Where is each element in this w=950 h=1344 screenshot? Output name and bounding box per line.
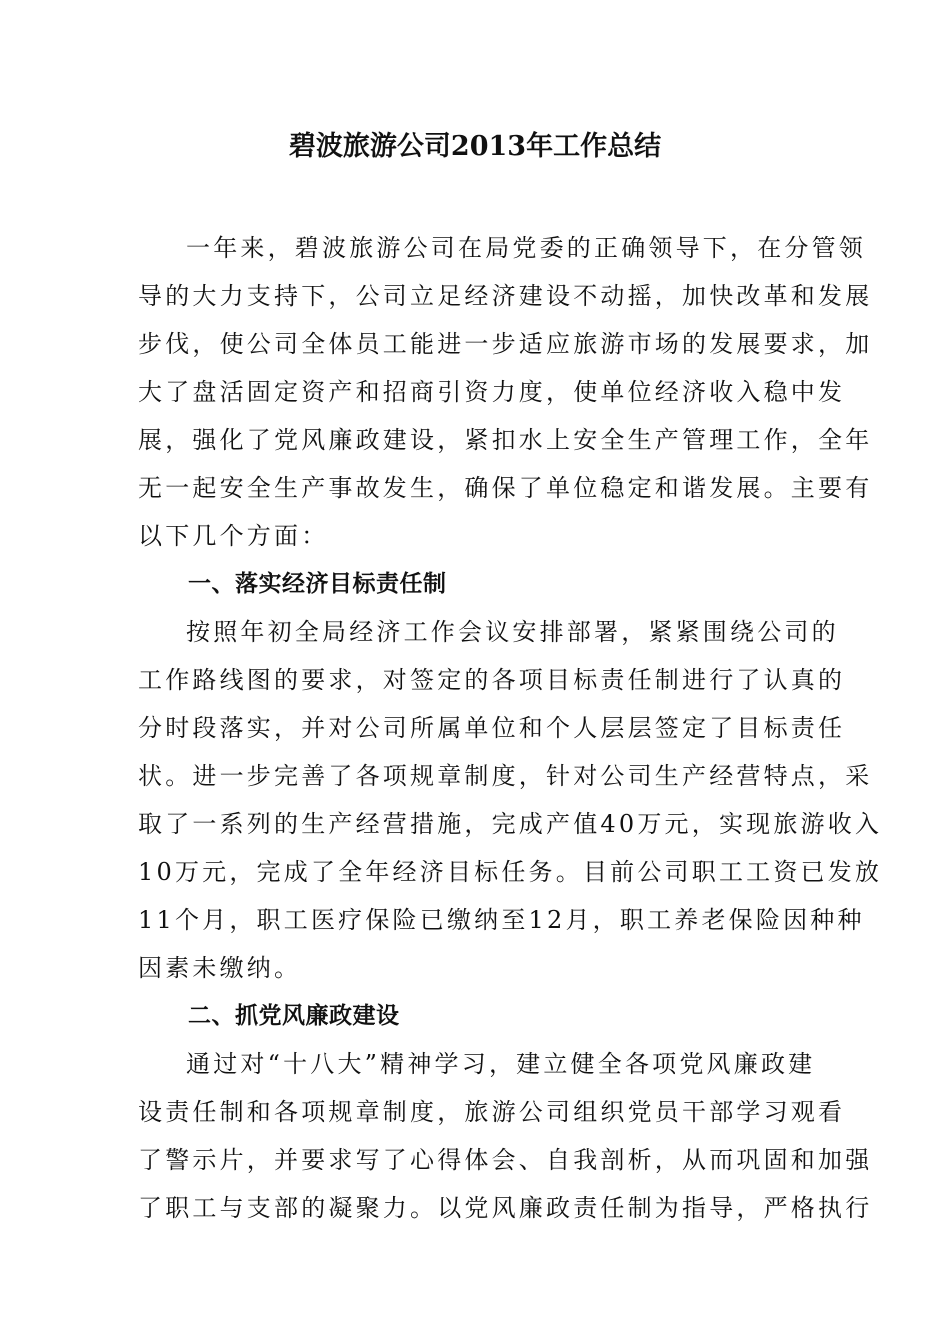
- paragraph-line: 分时段落实，并对公司所属单位和个人层层签定了目标责任: [138, 714, 846, 742]
- paragraph-line: 工作路线图的要求，对签定的各项目标责任制进行了认真的: [138, 666, 846, 694]
- paragraph-line: 10万元，完成了全年经济目标任务。目前公司职工工资已发放: [138, 858, 883, 886]
- paragraph-line: 以下几个方面：: [138, 522, 329, 550]
- paragraph-line: 11个月，职工医疗保险已缴纳至12月，职工养老保险因种种: [138, 906, 865, 934]
- document-body: [138, 224, 883, 1232]
- paragraph-line: 导的大力支持下，公司立足经济建设不动摇，加快改革和发展: [138, 282, 873, 310]
- section-heading: 二、抓党风廉政建设: [188, 1003, 400, 1029]
- paragraph-line: 按照年初全局经济工作会议安排部署，紧紧围绕公司的: [186, 618, 839, 646]
- paragraph-line: 了警示片，并要求写了心得体会、自我剖析，从而巩固和加强: [138, 1146, 873, 1174]
- paragraph-line: 因素未缴纳。: [138, 954, 302, 982]
- paragraph-line: 展，强化了党风廉政建设，紧扣水上安全生产管理工作，全年: [138, 426, 873, 454]
- paragraph-line: 设责任制和各项规章制度，旅游公司组织党员干部学习观看: [138, 1098, 846, 1126]
- paragraph-line: 步伐，使公司全体员工能进一步适应旅游市场的发展要求，加: [138, 330, 873, 358]
- paragraph-line: 状。进一步完善了各项规章制度，针对公司生产经营特点，采: [138, 762, 873, 790]
- paragraph-line: 了职工与支部的凝聚力。以党风廉政责任制为指导，严格执行: [138, 1194, 873, 1222]
- document-title: 碧波旅游公司2013年工作总结: [288, 131, 662, 162]
- paragraph-line: 通过对“十八大”精神学习，建立健全各项党风廉政建: [186, 1050, 816, 1078]
- section-heading: 一、落实经济目标责任制: [188, 571, 447, 597]
- paragraph-line: 大了盘活固定资产和招商引资力度，使单位经济收入稳中发: [138, 378, 846, 406]
- paragraph-line: 无一起安全生产事故发生，确保了单位稳定和谐发展。主要有: [138, 474, 873, 502]
- paragraph-line: 一年来，碧波旅游公司在局党委的正确领导下，在分管领: [186, 234, 866, 262]
- paragraph-line: 取了一系列的生产经营措施，完成产值40万元，实现旅游收入: [138, 810, 883, 838]
